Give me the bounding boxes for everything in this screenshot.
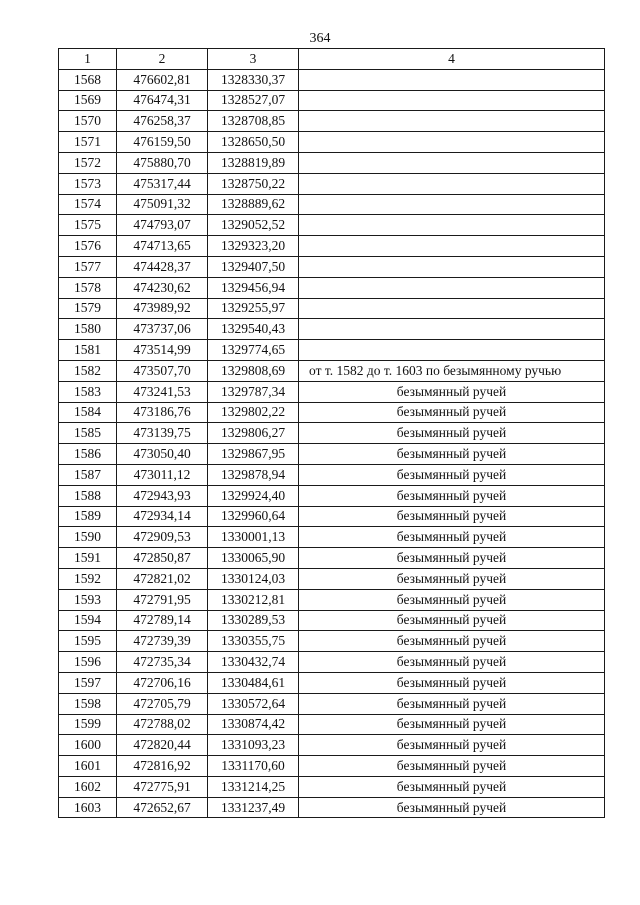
point-number-cell: 1586 — [59, 444, 117, 465]
x-coordinate-cell: 472909,53 — [117, 527, 208, 548]
x-coordinate-cell: 473011,12 — [117, 464, 208, 485]
point-number-cell: 1578 — [59, 277, 117, 298]
description-cell: безымянный ручей — [299, 402, 605, 423]
point-number-cell: 1601 — [59, 756, 117, 777]
y-coordinate-cell: 1328527,07 — [208, 90, 299, 111]
table-row — [59, 360, 605, 381]
y-coordinate-cell: 1330289,53 — [208, 610, 299, 631]
page-number: 364 — [309, 31, 331, 46]
description-cell — [299, 132, 605, 153]
y-coordinate-cell: 1329787,34 — [208, 381, 299, 402]
y-coordinate-cell: 1329802,22 — [208, 402, 299, 423]
point-number-cell: 1587 — [59, 464, 117, 485]
x-coordinate-cell: 472652,67 — [117, 797, 208, 818]
point-number-cell: 1600 — [59, 735, 117, 756]
y-coordinate-cell: 1331214,25 — [208, 776, 299, 797]
point-number-cell: 1596 — [59, 652, 117, 673]
y-coordinate-cell: 1330484,61 — [208, 672, 299, 693]
table-row — [59, 631, 605, 652]
table-row — [59, 90, 605, 111]
y-coordinate-cell: 1329407,50 — [208, 256, 299, 277]
point-number-cell: 1568 — [59, 69, 117, 90]
description-cell — [299, 173, 605, 194]
coordinates-table — [58, 48, 605, 818]
y-coordinate-cell: 1330212,81 — [208, 589, 299, 610]
y-coordinate-cell: 1330355,75 — [208, 631, 299, 652]
x-coordinate-cell: 476159,50 — [117, 132, 208, 153]
x-coordinate-cell: 473514,99 — [117, 340, 208, 361]
column-header-point: 1 — [59, 49, 117, 70]
y-coordinate-cell: 1328708,85 — [208, 111, 299, 132]
y-coordinate-cell: 1328819,89 — [208, 152, 299, 173]
x-coordinate-cell: 472816,92 — [117, 756, 208, 777]
description-cell — [299, 152, 605, 173]
x-coordinate-cell: 473186,76 — [117, 402, 208, 423]
x-coordinate-cell: 472791,95 — [117, 589, 208, 610]
table-row — [59, 152, 605, 173]
x-coordinate-cell: 472705,79 — [117, 693, 208, 714]
x-coordinate-cell: 472789,14 — [117, 610, 208, 631]
point-number-cell: 1573 — [59, 173, 117, 194]
x-coordinate-cell: 476474,31 — [117, 90, 208, 111]
y-coordinate-cell: 1329456,94 — [208, 277, 299, 298]
x-coordinate-cell: 472821,02 — [117, 568, 208, 589]
point-number-cell: 1588 — [59, 485, 117, 506]
x-coordinate-cell: 474793,07 — [117, 215, 208, 236]
x-coordinate-cell: 475317,44 — [117, 173, 208, 194]
point-number-cell: 1577 — [59, 256, 117, 277]
y-coordinate-cell: 1329052,52 — [208, 215, 299, 236]
point-number-cell: 1594 — [59, 610, 117, 631]
table-row — [59, 568, 605, 589]
table-row — [59, 756, 605, 777]
table-row — [59, 402, 605, 423]
y-coordinate-cell: 1328330,37 — [208, 69, 299, 90]
point-number-cell: 1592 — [59, 568, 117, 589]
y-coordinate-cell: 1331170,60 — [208, 756, 299, 777]
x-coordinate-cell: 472850,87 — [117, 548, 208, 569]
table-row — [59, 215, 605, 236]
x-coordinate-cell: 474428,37 — [117, 256, 208, 277]
table-row — [59, 464, 605, 485]
table-row — [59, 589, 605, 610]
description-cell: безымянный ручей — [299, 485, 605, 506]
table-header-row — [59, 49, 605, 70]
point-number-cell: 1571 — [59, 132, 117, 153]
point-number-cell: 1603 — [59, 797, 117, 818]
description-cell: безымянный ручей — [299, 464, 605, 485]
y-coordinate-cell: 1329774,65 — [208, 340, 299, 361]
description-cell — [299, 298, 605, 319]
y-coordinate-cell: 1330572,64 — [208, 693, 299, 714]
y-coordinate-cell: 1328889,62 — [208, 194, 299, 215]
x-coordinate-cell: 472788,02 — [117, 714, 208, 735]
point-number-cell: 1602 — [59, 776, 117, 797]
y-coordinate-cell: 1329867,95 — [208, 444, 299, 465]
y-coordinate-cell: 1330065,90 — [208, 548, 299, 569]
table-row — [59, 319, 605, 340]
point-number-cell: 1589 — [59, 506, 117, 527]
y-coordinate-cell: 1329878,94 — [208, 464, 299, 485]
description-cell: безымянный ручей — [299, 652, 605, 673]
y-coordinate-cell: 1330874,42 — [208, 714, 299, 735]
x-coordinate-cell: 472943,93 — [117, 485, 208, 506]
description-cell: безымянный ручей — [299, 548, 605, 569]
table-body — [59, 69, 605, 818]
table-row — [59, 444, 605, 465]
point-number-cell: 1572 — [59, 152, 117, 173]
point-number-cell: 1569 — [59, 90, 117, 111]
table-row — [59, 256, 605, 277]
description-cell: безымянный ручей — [299, 506, 605, 527]
y-coordinate-cell: 1330001,13 — [208, 527, 299, 548]
x-coordinate-cell: 472706,16 — [117, 672, 208, 693]
table-row — [59, 381, 605, 402]
table-row — [59, 132, 605, 153]
description-cell: безымянный ручей — [299, 631, 605, 652]
table-row — [59, 527, 605, 548]
description-cell: безымянный ручей — [299, 423, 605, 444]
description-cell: безымянный ручей — [299, 797, 605, 818]
column-header-y: 3 — [208, 49, 299, 70]
y-coordinate-cell: 1331237,49 — [208, 797, 299, 818]
x-coordinate-cell: 473139,75 — [117, 423, 208, 444]
y-coordinate-cell: 1330124,03 — [208, 568, 299, 589]
column-header-x: 2 — [117, 49, 208, 70]
table-row — [59, 735, 605, 756]
point-number-cell: 1584 — [59, 402, 117, 423]
point-number-cell: 1591 — [59, 548, 117, 569]
description-cell — [299, 69, 605, 90]
description-cell — [299, 277, 605, 298]
x-coordinate-cell: 472735,34 — [117, 652, 208, 673]
description-cell — [299, 236, 605, 257]
table-row — [59, 714, 605, 735]
description-cell: безымянный ручей — [299, 444, 605, 465]
y-coordinate-cell: 1328650,50 — [208, 132, 299, 153]
y-coordinate-cell: 1330432,74 — [208, 652, 299, 673]
x-coordinate-cell: 474230,62 — [117, 277, 208, 298]
table-row — [59, 797, 605, 818]
description-cell: безымянный ручей — [299, 568, 605, 589]
column-header-description: 4 — [299, 49, 605, 70]
table-row — [59, 776, 605, 797]
point-number-cell: 1595 — [59, 631, 117, 652]
point-number-cell: 1579 — [59, 298, 117, 319]
y-coordinate-cell: 1329924,40 — [208, 485, 299, 506]
x-coordinate-cell: 472820,44 — [117, 735, 208, 756]
description-cell: безымянный ручей — [299, 714, 605, 735]
table-row — [59, 173, 605, 194]
y-coordinate-cell: 1329323,20 — [208, 236, 299, 257]
table-row — [59, 194, 605, 215]
table-row — [59, 548, 605, 569]
description-cell: безымянный ручей — [299, 735, 605, 756]
table-row — [59, 236, 605, 257]
point-number-cell: 1575 — [59, 215, 117, 236]
y-coordinate-cell: 1329960,64 — [208, 506, 299, 527]
x-coordinate-cell: 473989,92 — [117, 298, 208, 319]
description-cell: безымянный ручей — [299, 589, 605, 610]
x-coordinate-cell: 473050,40 — [117, 444, 208, 465]
x-coordinate-cell: 475091,32 — [117, 194, 208, 215]
point-number-cell: 1590 — [59, 527, 117, 548]
point-number-cell: 1582 — [59, 360, 117, 381]
table-row — [59, 672, 605, 693]
y-coordinate-cell: 1329540,43 — [208, 319, 299, 340]
table-row — [59, 277, 605, 298]
x-coordinate-cell: 475880,70 — [117, 152, 208, 173]
y-coordinate-cell: 1329806,27 — [208, 423, 299, 444]
table-row — [59, 423, 605, 444]
point-number-cell: 1583 — [59, 381, 117, 402]
point-number-cell: 1574 — [59, 194, 117, 215]
description-cell — [299, 215, 605, 236]
y-coordinate-cell: 1329808,69 — [208, 360, 299, 381]
x-coordinate-cell: 474713,65 — [117, 236, 208, 257]
description-cell — [299, 111, 605, 132]
table-row — [59, 485, 605, 506]
point-number-cell: 1597 — [59, 672, 117, 693]
point-number-cell: 1598 — [59, 693, 117, 714]
x-coordinate-cell: 476258,37 — [117, 111, 208, 132]
x-coordinate-cell: 473507,70 — [117, 360, 208, 381]
y-coordinate-cell: 1329255,97 — [208, 298, 299, 319]
x-coordinate-cell: 476602,81 — [117, 69, 208, 90]
point-number-cell: 1593 — [59, 589, 117, 610]
description-cell: безымянный ручей — [299, 672, 605, 693]
table-row — [59, 111, 605, 132]
description-cell: безымянный ручей — [299, 693, 605, 714]
y-coordinate-cell: 1328750,22 — [208, 173, 299, 194]
point-number-cell: 1581 — [59, 340, 117, 361]
table-row — [59, 652, 605, 673]
x-coordinate-cell: 472934,14 — [117, 506, 208, 527]
description-cell — [299, 256, 605, 277]
y-coordinate-cell: 1331093,23 — [208, 735, 299, 756]
table-row — [59, 506, 605, 527]
x-coordinate-cell: 472739,39 — [117, 631, 208, 652]
description-cell — [299, 194, 605, 215]
x-coordinate-cell: 473241,53 — [117, 381, 208, 402]
x-coordinate-cell: 472775,91 — [117, 776, 208, 797]
description-cell — [299, 90, 605, 111]
description-cell: от т. 1582 до т. 1603 по безымянному ручью — [299, 360, 605, 381]
point-number-cell: 1570 — [59, 111, 117, 132]
x-coordinate-cell: 473737,06 — [117, 319, 208, 340]
description-cell: безымянный ручей — [299, 610, 605, 631]
table-row — [59, 340, 605, 361]
point-number-cell: 1580 — [59, 319, 117, 340]
point-number-cell: 1599 — [59, 714, 117, 735]
description-cell: безымянный ручей — [299, 527, 605, 548]
table-row — [59, 610, 605, 631]
description-cell: безымянный ручей — [299, 756, 605, 777]
point-number-cell: 1576 — [59, 236, 117, 257]
point-number-cell: 1585 — [59, 423, 117, 444]
table-row — [59, 298, 605, 319]
description-cell: безымянный ручей — [299, 381, 605, 402]
table-row — [59, 693, 605, 714]
description-cell — [299, 340, 605, 361]
description-cell: безымянный ручей — [299, 776, 605, 797]
table-row — [59, 69, 605, 90]
description-cell — [299, 319, 605, 340]
